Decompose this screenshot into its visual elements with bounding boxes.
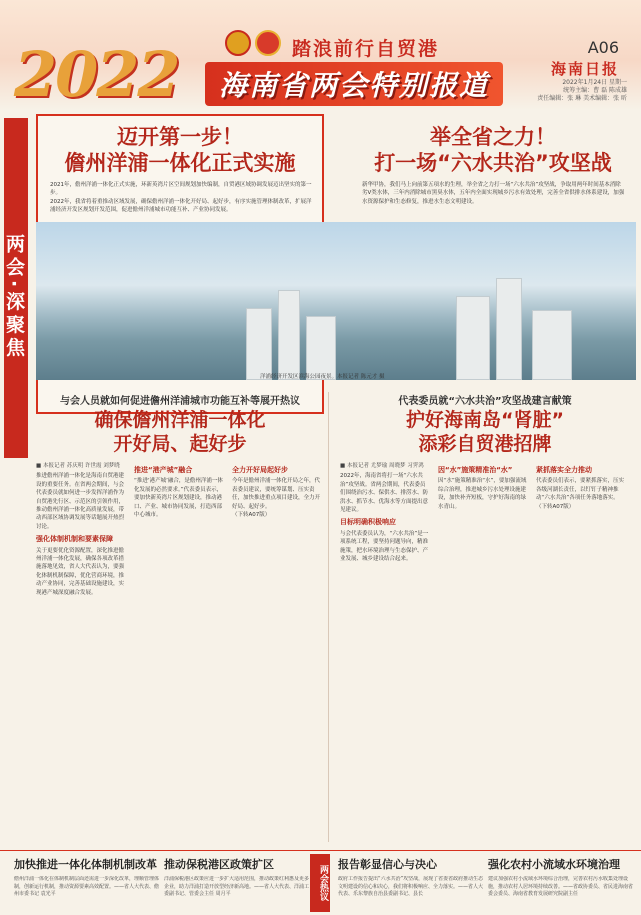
story4-column-2 [438,462,528,834]
story3-subhead: 全力开好局起好步 [232,466,288,474]
story4-headline-line1: 护好海南岛“肾脏” [406,409,564,431]
slogan: 踏浪前行自贸港 [292,38,440,60]
footer-item-title: 推动保税港区政策扩区 [164,858,274,871]
footer-item-title: 加快推进一体化体制机制改革 [14,858,157,871]
special-report-banner: 海南省两会特别报道 [205,62,503,106]
story1-headline-line2: 儋州洋浦一体化正式实施 [64,151,296,175]
story4-column-1 [340,462,430,834]
story1-lead-p1: 2021年，儋州洋浦一体化正式实施，环新英湾片区空间规划加快编制，自贸港区域协调发展迈出坚实的第一步。 [50,182,312,197]
photo-building [246,308,272,380]
footer-item-text: 洋浦保税港区政策应进一步扩大适用范围，推动政策红利惠及更多企业，助力洋浦打造开放型经济新高地。——省人大代表、洋浦工委副书记、管委会主任 周月平 [164,876,310,897]
story3-byline: ■ 本报记者 苏庆明 许世霞 刘梦晓 [36,463,120,469]
photo-building [306,316,336,380]
photo-building [496,278,522,380]
footer-item-text: 政府工作报告提出“六水共治”攻坚战，展现了省委省政府推动生态文明建设的信心和决心，我们将积极响应、全力落实。——省人大代表、乐东黎族自治县委副书记、县长 [338,876,484,897]
story4-subhead: 紧抓落实全力推动 [536,466,592,474]
photo-building [456,296,490,380]
story3-subhead: 推进“港产城”融合 [134,466,193,474]
footer-item-title: 报告彰显信心与决心 [338,858,437,871]
story2-headline-line1: 举全省之力！ [430,125,556,149]
footer-item-text: 建议加强农村小流域水环境综合治理，完善农村污水收集处理设施，推动农村人居环境持续改善。——省政协委员、省民进海南省委会委员、海南省教育发展研究院副主任 [488,876,634,897]
footer-item-title: 强化农村小流域水环境治理 [488,858,620,871]
masthead [0,0,641,110]
story3-column-2 [134,462,224,834]
footer-item[interactable] [488,856,636,915]
story3-headline-line2: 开好局、起好步 [113,433,247,455]
story3-headline[interactable] [36,408,324,456]
story3-paragraph: “推进‘港产城’融合，是儋州洋浦一体化发展的必然要求。”代表委员表示，要加快新英湾片区规划建设，推动港口、产业、城市协同发展，打造西部中心城市。 [134,478,223,519]
story3-continued: （下转A07版） [232,512,271,519]
page-number: A06 [587,38,619,57]
story1-lead-p2: 2022年，我省将着重推动区域发展，确保儋州洋浦一体化开好局、起好步，有序实施管理体制改革，扩展洋浦经济开发区规划开发范围，促进儋州洋浦城市功能互补、产业协同发展。 [50,198,312,213]
story4-continued: （下转A07版） [536,503,575,510]
story2-headline[interactable] [358,124,628,176]
photo-caption: 洋浦经济开发区滨海公园夜景。本报记者 陈元才 摄 [260,374,385,380]
column-divider [328,392,329,842]
issue-info [537,79,627,103]
story3-subtitle: 与会人员就如何促进儋州洋浦城市功能互补等展开热议 [60,396,300,407]
story4-byline: ■ 本报记者 尤梦瑜 周晓梦 习霁鸿 [340,463,424,469]
story1-lead [50,181,312,213]
story4-subhead: 目标明确积极响应 [340,518,396,527]
footer-item[interactable] [338,856,486,915]
footer-item[interactable] [14,856,162,915]
story2-lead: 新华甲协，我们马上向前第五项水的生理，举全省之力打一场“六水共治”攻坚战，争取用两年时间基本消除劣V类水体，三年内消除城市黑臭水体，五年内全面实现城乡污水有效处理，完善全省供排水体系建设，加强水资源保护和生态修复，推进水生态文明建设。 [362,182,625,205]
story1-headline-line1: 迈开第一步！ [117,125,243,149]
issue-editors-2: 责任编辑：张 琳 美术编辑：张 昕 [537,95,627,102]
national-emblem-icon [225,30,251,56]
story4-subtitle: 代表委员就“六水共治”攻坚战建言献策 [398,396,572,407]
story4-subhead: 因“水”施策精准治“水” [438,466,513,474]
story4-paragraph: 代表委员们表示，要紧抓落实，压实各级河湖长责任，以钉钉子精神推动“六水共治”各项任务落地落实。 [536,478,625,502]
footer-item[interactable] [164,856,312,915]
news-photo [36,222,636,380]
photo-building [532,310,572,380]
story4-headline-line2: 添彩自贸港招牌 [418,433,552,455]
footer-item-text: 儋州洋浦一体化在体制机制层面还需进一步深化改革，理顺管理体制，创新运行机制，推动资源要素高效配置。——省人大代表、儋州市委书记 袁光平 [14,876,160,897]
cppcc-emblem-icon [255,30,281,56]
story3-paragraph: 今年是儋州洋浦一体化开局之年，代表委员建议，要统筹谋划、压实责任，加快推进重点项目建设，全力开好局、起好步。 [232,478,321,510]
section-label: 两会·深聚焦 [4,118,28,458]
story1-headline[interactable] [36,124,324,176]
issue-date: 2022年1月24日 星期一 [562,79,627,86]
footer-section-label: 两会热议 [310,854,330,912]
story3-column-3 [232,462,322,834]
story3-paragraph: 关于更要优化资源配置，深化推进儋州洋浦一体化发展，确保各项改革措施落地见效，省人大代表认为，要强化体制机制保障，优化营商环境，推动产业协同，完善基础设施建设，实现港产城深度融合发展。 [36,547,125,596]
story4-paragraph: 因“水”施策精准治“水”，要加强流域综合治理，推进城乡污水处理设施建设，加快补齐短板，守护好海南的绿水青山。 [438,478,527,510]
photo-building [278,290,300,380]
newspaper-brand: 海南日报 [550,60,619,78]
story3-headline-line1: 确保儋州洋浦一体化 [94,409,266,431]
story4-headline[interactable] [330,408,640,456]
story3-paragraph: 推进儋州洋浦一体化是海南自贸港建设的重要任务。在省两会期间，与会代表委员就如何进一步发挥洋浦作为自贸港先行区、示范区的引领作用，推动儋州洋浦一体化高质量发展，带动西部区域协调发展等话题展开热烈讨论。 [36,473,125,530]
story3-subhead: 强化体制机制和要素保障 [36,535,113,544]
story4-paragraph: 与会代表委员认为，“六水共治”是一项系统工程，要坚持问题导向，精准施策，把水环境治理与生态保护、产业发展、城乡建设结合起来。 [340,530,429,563]
story4-paragraph: 2022年，海南省将打一场“六水共治”攻坚战。省两会期间，代表委员们围绕治污水、保供水、排涝水、防洪水、抓节水、优海水等方面提出意见建议。 [340,473,429,514]
year-logo: 2022 [14,38,179,111]
story2-headline-line2: 打一场“六水共治”攻坚战 [374,151,612,175]
story3-column-1 [36,462,126,834]
story4-column-3 [536,462,626,834]
issue-editors: 统筹主编：曹 磊 陈成雄 [563,87,627,94]
